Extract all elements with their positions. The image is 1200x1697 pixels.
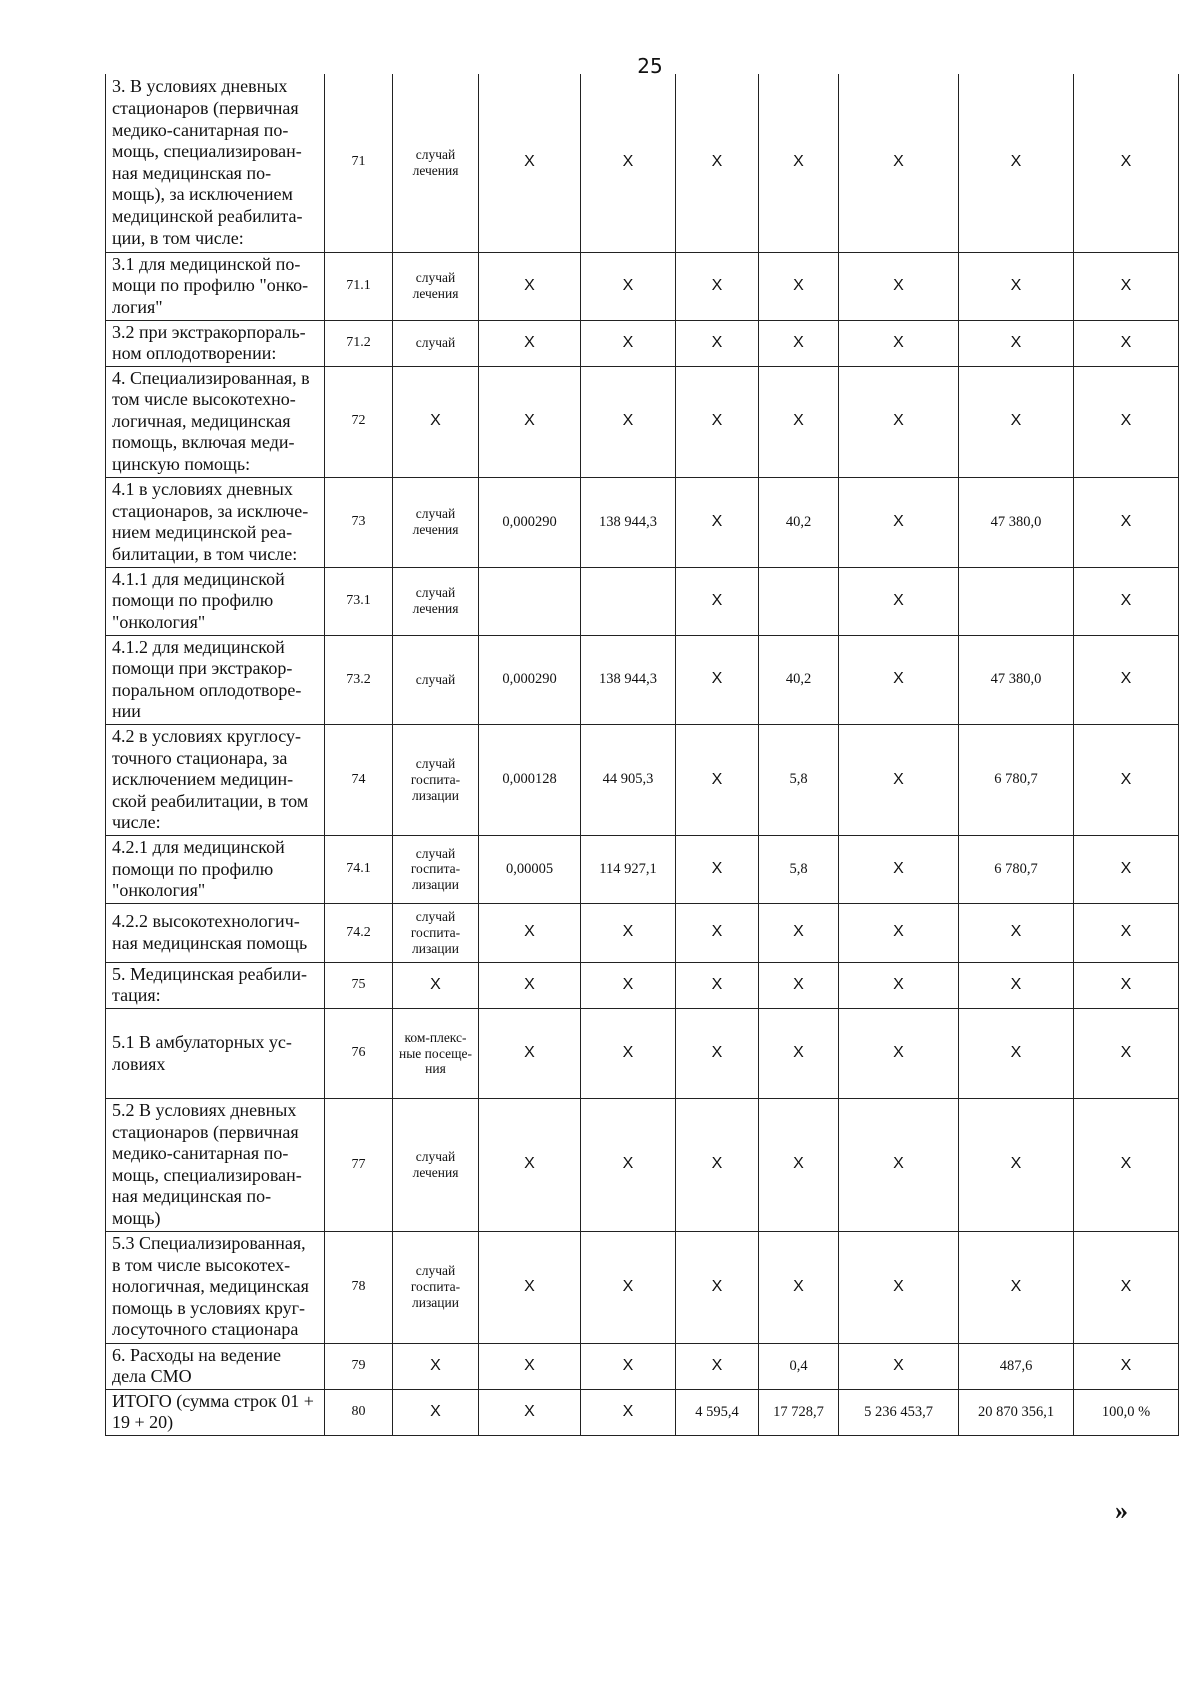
cell-c7: X xyxy=(1074,366,1179,477)
cell-c2: 44 905,3 xyxy=(581,725,676,836)
cell-c1: 0,00005 xyxy=(479,836,581,904)
cell-code: 71.2 xyxy=(325,320,393,366)
cell-unit: случай госпита-лизации xyxy=(393,903,479,962)
cell-c3: X xyxy=(676,962,759,1008)
tariff-table xyxy=(105,74,1179,1436)
cell-name: 4.2 в условиях круглосу-точного стационара, за исключением медицин-ской реабилитации, в том числе: xyxy=(106,725,325,836)
cell-c3: X xyxy=(676,635,759,724)
cell-code: 78 xyxy=(325,1231,393,1343)
cell-c6: X xyxy=(959,252,1074,320)
cell-unit: X xyxy=(393,1343,479,1389)
cell-c1: 0,000290 xyxy=(479,635,581,724)
table-row xyxy=(106,1343,1179,1389)
cell-name: 3. В условиях дневных стационаров (первичная медико-санитарная по-мощь, специализирован-ная медицинская по-мощь), за исключением медицинской реабилита-ции, в том числе: xyxy=(106,74,325,252)
cell-c6: 20 870 356,1 xyxy=(959,1389,1074,1435)
cell-name: 5.3 Специализированная, в том числе высокотех-нологичная, медицинская помощь в условиях круг-лосуточного стационара xyxy=(106,1231,325,1343)
page-number: 25 xyxy=(637,54,663,78)
cell-c4: 40,2 xyxy=(759,635,839,724)
cell-c2: 138 944,3 xyxy=(581,477,676,567)
table-row xyxy=(106,903,1179,962)
cell-c2: 114 927,1 xyxy=(581,836,676,904)
cell-name: 3.2 при экстракорпораль-ном оплодотворении: xyxy=(106,320,325,366)
table-row xyxy=(106,962,1179,1008)
cell-c1: 0,000290 xyxy=(479,477,581,567)
cell-c8: X xyxy=(1074,1343,1179,1389)
cell-c1: X xyxy=(479,962,581,1008)
cell-unit: случай лечения xyxy=(393,1099,479,1232)
cell-unit: случай xyxy=(393,635,479,724)
cell-c5: X xyxy=(839,252,959,320)
cell-name: 4.1.1 для медицинской помощи по профилю "онкология" xyxy=(106,567,325,635)
cell-c7: X xyxy=(1074,477,1179,567)
cell-code: 76 xyxy=(325,1009,393,1099)
cell-c3: X xyxy=(676,903,759,962)
cell-c2: X xyxy=(581,1389,676,1435)
table-body xyxy=(106,74,1179,1435)
cell-c1 xyxy=(479,567,581,635)
cell-c2 xyxy=(581,567,676,635)
cell-c4: X xyxy=(759,320,839,366)
cell-unit: случай госпита-лизации xyxy=(393,836,479,904)
cell-c3: X xyxy=(676,1009,759,1099)
cell-c7: X xyxy=(1074,962,1179,1008)
cell-c6: X xyxy=(959,74,1074,252)
cell-c3: X xyxy=(676,477,759,567)
cell-c1: 0,000128 xyxy=(479,725,581,836)
cell-name: 4. Специализированная, в том числе высокотехно-логичная, медицинская помощь, включая меди-цинскую помощь: xyxy=(106,366,325,477)
table-row xyxy=(106,1009,1179,1099)
table-row xyxy=(106,725,1179,836)
cell-c5: X xyxy=(839,477,959,567)
cell-c4: X xyxy=(759,903,839,962)
cell-c3: X xyxy=(676,74,759,252)
cell-c3: X xyxy=(676,252,759,320)
cell-c5: X xyxy=(839,903,959,962)
cell-c2: 138 944,3 xyxy=(581,635,676,724)
cell-unit: случай лечения xyxy=(393,74,479,252)
cell-c5: X xyxy=(839,962,959,1008)
cell-c1: X xyxy=(479,74,581,252)
cell-c6: X xyxy=(959,903,1074,962)
cell-c5: X xyxy=(839,366,959,477)
cell-c7: X xyxy=(1074,836,1179,904)
cell-c7: X xyxy=(1074,725,1179,836)
cell-name: 5. Медицинская реабили-тация: xyxy=(106,962,325,1008)
cell-c3: X xyxy=(676,1099,759,1232)
cell-c5: X xyxy=(839,1009,959,1099)
cell-c7: X xyxy=(1074,903,1179,962)
cell-c5: 5 236 453,7 xyxy=(839,1389,959,1435)
cell-c2: X xyxy=(581,1009,676,1099)
cell-c7: 487,6 xyxy=(959,1343,1074,1389)
cell-name: ИТОГО (сумма строк 01 + 19 + 20) xyxy=(106,1389,325,1435)
cell-c6: 47 380,0 xyxy=(959,635,1074,724)
cell-c4 xyxy=(759,567,839,635)
cell-c5: X xyxy=(839,320,959,366)
cell-c6: X xyxy=(959,1099,1074,1232)
cell-c1: X xyxy=(479,366,581,477)
cell-c3: X xyxy=(676,725,759,836)
cell-code: 72 xyxy=(325,366,393,477)
cell-code: 77 xyxy=(325,1099,393,1232)
cell-unit: случай лечения xyxy=(393,567,479,635)
cell-c3: X xyxy=(676,567,759,635)
cell-c6: X xyxy=(839,1343,959,1389)
cell-c6: X xyxy=(959,962,1074,1008)
cell-c2: X xyxy=(581,1343,676,1389)
cell-c6: X xyxy=(959,1009,1074,1099)
cell-code: 75 xyxy=(325,962,393,1008)
cell-c7: X xyxy=(1074,1009,1179,1099)
cell-c4: 5,8 xyxy=(759,725,839,836)
cell-c1: X xyxy=(479,1009,581,1099)
cell-c6: 6 780,7 xyxy=(959,725,1074,836)
cell-c1: X xyxy=(479,252,581,320)
cell-c6: 47 380,0 xyxy=(959,477,1074,567)
cell-unit: случай лечения xyxy=(393,252,479,320)
table-row xyxy=(106,320,1179,366)
cell-c4: X xyxy=(759,366,839,477)
cell-c4: X xyxy=(676,1343,759,1389)
table-row xyxy=(106,567,1179,635)
cell-c2: X xyxy=(581,962,676,1008)
cell-c1: X xyxy=(479,1389,581,1435)
cell-c5: X xyxy=(839,635,959,724)
cell-code: 74.2 xyxy=(325,903,393,962)
cell-code: 74 xyxy=(325,725,393,836)
cell-c5: X xyxy=(839,74,959,252)
cell-unit: X xyxy=(393,962,479,1008)
cell-c4: X xyxy=(759,252,839,320)
cell-c1: X xyxy=(479,903,581,962)
cell-unit: случай xyxy=(393,320,479,366)
table-row xyxy=(106,1231,1179,1343)
cell-c6 xyxy=(959,567,1074,635)
table-row xyxy=(106,74,1179,252)
closing-quote: » xyxy=(1115,1496,1128,1525)
table-row xyxy=(106,366,1179,477)
cell-c4: X xyxy=(759,1009,839,1099)
table-row xyxy=(106,1389,1179,1435)
cell-c6: X xyxy=(959,1231,1074,1343)
cell-c4: X xyxy=(759,1231,839,1343)
cell-name: 3.1 для медицинской по-мощи по профилю "онко-логия" xyxy=(106,252,325,320)
cell-code: 73 xyxy=(325,477,393,567)
cell-code: 73.1 xyxy=(325,567,393,635)
cell-name: 5.1 В амбулаторных ус-ловиях xyxy=(106,1009,325,1099)
cell-name: 4.2.1 для медицинской помощи по профилю "онкология" xyxy=(106,836,325,904)
cell-c5: X xyxy=(839,1231,959,1343)
cell-c1: X xyxy=(479,1231,581,1343)
cell-c7: X xyxy=(1074,635,1179,724)
cell-c4: 5,8 xyxy=(759,836,839,904)
table-row xyxy=(106,1099,1179,1232)
cell-c2: X xyxy=(581,1099,676,1232)
cell-name: 4.1.2 для медицинской помощи при экстракор-поральном оплодотворе-нии xyxy=(106,635,325,724)
table-row xyxy=(106,252,1179,320)
cell-code: 73.2 xyxy=(325,635,393,724)
cell-c4: X xyxy=(759,962,839,1008)
cell-unit: X xyxy=(393,1389,479,1435)
cell-c4: X xyxy=(759,74,839,252)
cell-c2: X xyxy=(581,366,676,477)
cell-c4: X xyxy=(759,1099,839,1232)
cell-c7: X xyxy=(1074,74,1179,252)
cell-unit: ком-плекс-ные посеще-ния xyxy=(393,1009,479,1099)
cell-unit: случай лечения xyxy=(393,477,479,567)
cell-c5: X xyxy=(839,1099,959,1232)
cell-c6: 6 780,7 xyxy=(959,836,1074,904)
cell-c1: X xyxy=(479,1099,581,1232)
cell-unit: случай госпита-лизации xyxy=(393,1231,479,1343)
table-row xyxy=(106,635,1179,724)
cell-c6: X xyxy=(959,366,1074,477)
cell-c2: X xyxy=(581,320,676,366)
cell-name: 4.2.2 высокотехнологич-ная медицинская помощь xyxy=(106,903,325,962)
cell-code: 79 xyxy=(325,1343,393,1389)
cell-name: 5.2 В условиях дневных стационаров (первичная медико-санитарная по-мощь, специализирован-ная медицинская по-мощь) xyxy=(106,1099,325,1232)
cell-name: 6. Расходы на ведение дела СМО xyxy=(106,1343,325,1389)
cell-unit: случай госпита-лизации xyxy=(393,725,479,836)
cell-c4: 17 728,7 xyxy=(759,1389,839,1435)
cell-c3: X xyxy=(676,320,759,366)
cell-code: 74.1 xyxy=(325,836,393,904)
cell-c3: X xyxy=(676,1231,759,1343)
cell-c4: 40,2 xyxy=(759,477,839,567)
cell-c2: X xyxy=(581,1231,676,1343)
cell-code: 71 xyxy=(325,74,393,252)
table-row xyxy=(106,477,1179,567)
cell-c7: 100,0 % xyxy=(1074,1389,1179,1435)
cell-unit: X xyxy=(393,366,479,477)
cell-c7: X xyxy=(1074,1099,1179,1232)
cell-c5: X xyxy=(839,725,959,836)
cell-c2: X xyxy=(581,903,676,962)
cell-c5: 0,4 xyxy=(759,1343,839,1389)
cell-c5: X xyxy=(839,836,959,904)
cell-c2: X xyxy=(581,252,676,320)
cell-c7: X xyxy=(1074,567,1179,635)
cell-c3: 4 595,4 xyxy=(676,1389,759,1435)
cell-c5: X xyxy=(839,567,959,635)
cell-c7: X xyxy=(1074,252,1179,320)
cell-c2: X xyxy=(581,74,676,252)
cell-c1: X xyxy=(479,320,581,366)
cell-c6: X xyxy=(959,320,1074,366)
cell-c7: X xyxy=(1074,1231,1179,1343)
cell-code: 80 xyxy=(325,1389,393,1435)
cell-c3: X xyxy=(676,836,759,904)
cell-c3: X xyxy=(676,366,759,477)
cell-c7: X xyxy=(1074,320,1179,366)
cell-code: 71.1 xyxy=(325,252,393,320)
table-row xyxy=(106,836,1179,904)
cell-name: 4.1 в условиях дневных стационаров, за исключе-нием медицинской реа-билитации, в том числе: xyxy=(106,477,325,567)
cell-c1: X xyxy=(479,1343,581,1389)
